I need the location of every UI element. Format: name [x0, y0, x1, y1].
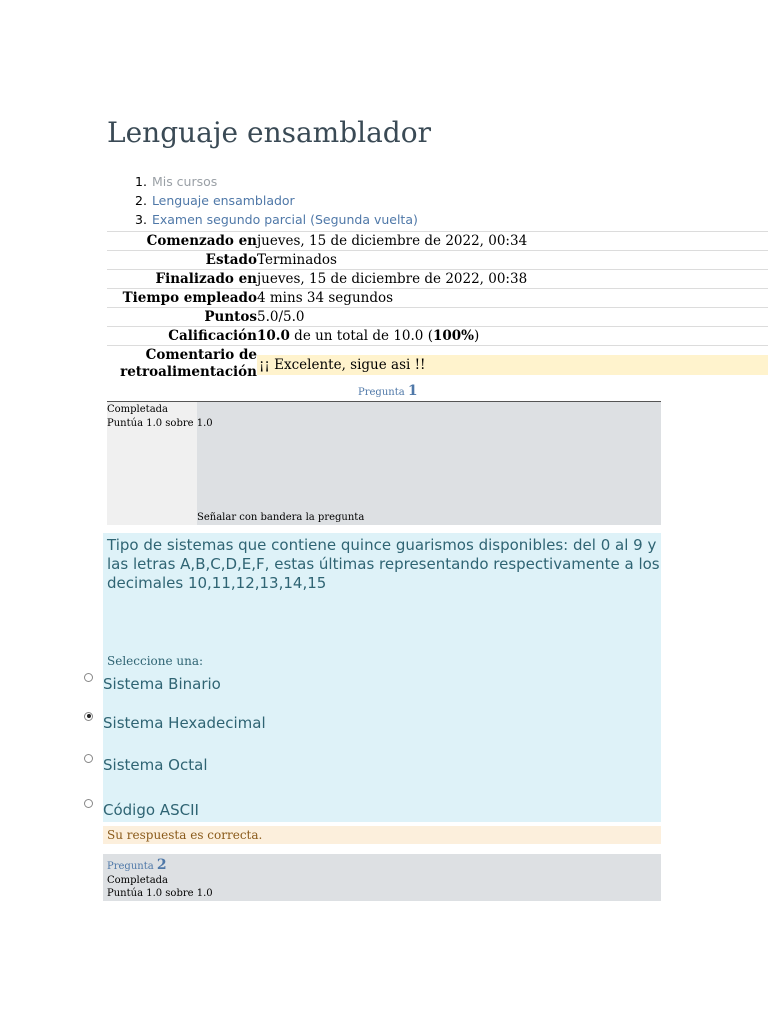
breadcrumb-link-exam[interactable]: Examen segundo parcial (Segunda vuelta) — [151, 212, 418, 227]
radio-button[interactable] — [84, 799, 93, 808]
summary-value: Terminados — [257, 252, 337, 268]
summary-row-feedback — [107, 345, 768, 382]
question-score: Puntúa 1.0 sobre 1.0 — [107, 418, 213, 429]
answer-option-label: Sistema Hexadecimal — [103, 714, 266, 732]
summary-value: 10.0 de un total de 10.0 (100%) — [257, 328, 480, 344]
question-1-info — [107, 401, 661, 525]
summary-value: 4 mins 34 segundos — [257, 290, 394, 306]
question-status: Completada — [107, 875, 169, 886]
feedback-value: ¡¡ Excelente, sigue asi !! — [257, 355, 768, 375]
question-1-nav-label: Pregunta 1 — [358, 383, 418, 399]
attempt-summary-table — [107, 231, 768, 382]
question-2-nav-label: Pregunta 2 — [107, 857, 167, 873]
summary-value: jueves, 15 de diciembre de 2022, 00:38 — [257, 271, 528, 287]
breadcrumb-item[interactable]: 3. Examen segundo parcial (Segunda vuelta) — [135, 212, 418, 227]
breadcrumb-item[interactable]: 1. Mis cursos — [135, 174, 218, 189]
summary-label: Puntos — [204, 309, 257, 325]
summary-row-time — [107, 288, 768, 307]
answer-option[interactable] — [84, 675, 221, 693]
answer-option-selected[interactable] — [84, 714, 266, 732]
summary-row-started — [107, 231, 768, 250]
summary-label: Estado — [205, 252, 257, 268]
question-text: Tipo de sistemas que contiene quince guarismos disponibles: del 0 al 9 y las letras A,B,C,D,E,F, estas últimas representando respectivamente a los decimales 10,11,12,13,14,15 — [107, 536, 660, 592]
summary-row-grade — [107, 326, 768, 345]
breadcrumb-link-course[interactable]: Lenguaje ensamblador — [151, 193, 295, 208]
select-one-prompt: Seleccione una: — [107, 654, 204, 668]
summary-value: 5.0/5.0 — [257, 309, 305, 325]
summary-label: Comentario de retroalimentación — [120, 347, 257, 380]
answer-option[interactable] — [84, 756, 207, 774]
summary-label: Comenzado en — [146, 233, 257, 249]
answer-option-label: Sistema Octal — [103, 756, 208, 774]
question-2-info — [103, 854, 661, 901]
breadcrumb — [135, 172, 418, 229]
answer-option-label: Código ASCII — [103, 801, 199, 819]
summary-row-finished — [107, 269, 768, 288]
summary-label: Finalizado en — [155, 271, 257, 287]
radio-button[interactable] — [84, 673, 93, 682]
summary-label: Calificación — [168, 328, 257, 344]
summary-row-points — [107, 307, 768, 326]
answer-option[interactable] — [84, 801, 199, 819]
question-score: Puntúa 1.0 sobre 1.0 — [107, 888, 213, 899]
breadcrumb-item[interactable]: 2. Lenguaje ensamblador — [135, 193, 295, 208]
answer-option-label: Sistema Binario — [103, 675, 221, 693]
question-status: Completada — [107, 404, 169, 415]
summary-value: jueves, 15 de diciembre de 2022, 00:34 — [257, 233, 528, 249]
radio-button[interactable] — [84, 754, 93, 763]
summary-row-state — [107, 250, 768, 269]
radio-button-checked[interactable] — [84, 712, 93, 721]
summary-label: Tiempo empleado — [122, 290, 257, 306]
answer-outcome: Su respuesta es correcta. — [103, 826, 661, 844]
page-title: Lenguaje ensamblador — [107, 116, 431, 149]
breadcrumb-link-mis-cursos[interactable]: Mis cursos — [151, 174, 218, 189]
flag-question-link[interactable]: Señalar con bandera la pregunta — [197, 512, 365, 523]
